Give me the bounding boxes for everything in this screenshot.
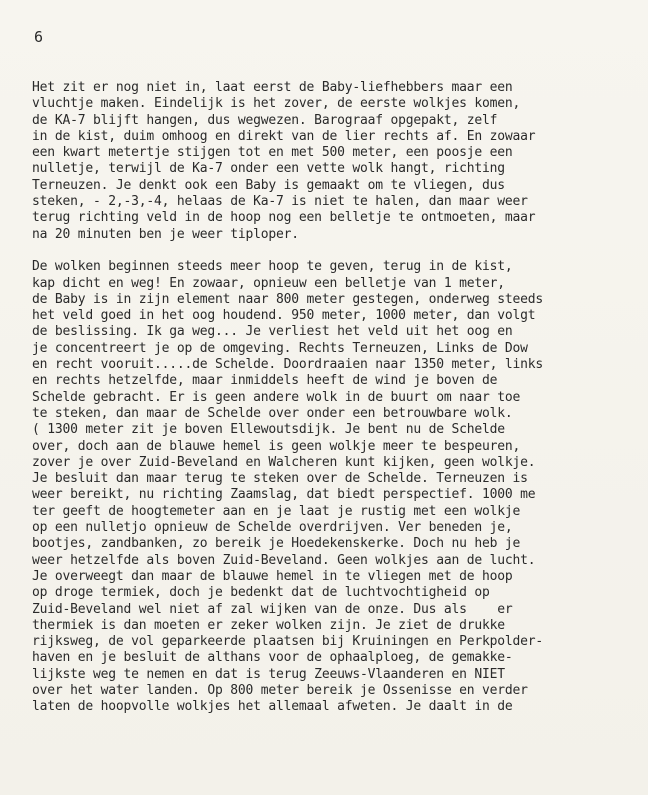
text-line: een kwart metertje stijgen tot en met 500 meter, een poosje een bbox=[32, 145, 513, 161]
text-line: Je besluit dan maar terug te steken over de Schelde. Terneuzen is bbox=[32, 471, 528, 487]
text-line: lijkste weg te nemen en dat is terug Zeeuws-Vlaanderen en NIET bbox=[32, 666, 505, 682]
text-line: na 20 minuten ben je weer tiploper. bbox=[32, 226, 299, 242]
text-line: over het water landen. Op 800 meter bereik je Ossenisse en verder bbox=[32, 682, 528, 698]
text-line: op een nulletjo opnieuw de Schelde overdrijven. Ver beneden je, bbox=[32, 520, 513, 536]
text-line: in de kist, duim omhoog en direkt van de lier rechts af. En zowaar bbox=[32, 128, 536, 144]
paragraph bbox=[32, 80, 642, 243]
text-line: rijksweg, de vol geparkeerde plaatsen bij Kruiningen en Perkpolder- bbox=[32, 634, 543, 650]
text-line: haven en je besluit de althans voor de ophaalploeg, de gemakke- bbox=[32, 650, 513, 666]
text-line: Terneuzen. Je denkt ook een Baby is gemaakt om te vliegen, dus bbox=[32, 177, 505, 193]
text-line: de KA-7 blijft hangen, dus wegwezen. Barograaf opgepakt, zelf bbox=[32, 112, 498, 128]
text-line: je concentreert je op de omgeving. Rechts Terneuzen, Links de Dow bbox=[32, 340, 528, 356]
page-number: 6 bbox=[34, 28, 44, 46]
body-text bbox=[32, 80, 642, 716]
text-line: ter geeft de hoogtemeter aan en je laat je rustig met een wolkje bbox=[32, 503, 521, 519]
text-line: de Baby is in zijn element naar 800 meter gestegen, onderweg steeds bbox=[32, 291, 543, 307]
text-line: steken, - 2,-3,-4, helaas de Ka-7 is niet te halen, dan maar weer bbox=[32, 194, 528, 210]
paragraph-gap bbox=[32, 243, 642, 259]
text-line: kap dicht en weg! En zowaar, opnieuw een belletje van 1 meter, bbox=[32, 275, 505, 291]
text-line: vluchtje maken. Eindelijk is het zover, de eerste wolkjes komen, bbox=[32, 96, 521, 112]
text-line: Je overweegt dan maar de blauwe hemel in te vliegen met de hoop bbox=[32, 568, 513, 584]
text-line: Het zit er nog niet in, laat eerst de Baby-liefhebbers maar een bbox=[32, 80, 513, 95]
text-line: weer hetzelfde als boven Zuid-Beveland. Geen wolkjes aan de lucht. bbox=[32, 552, 536, 568]
text-line: zover je over Zuid-Beveland en Walcheren kunt kijken, geen wolkje. bbox=[32, 454, 536, 470]
text-line: en rechts hetzelfde, maar inmiddels heeft de wind je boven de bbox=[32, 373, 498, 389]
text-line: Zuid-Beveland wel niet af zal wijken van de onze. Dus als er bbox=[32, 601, 513, 617]
text-line: weer bereikt, nu richting Zaamslag, dat biedt perspectief. 1000 me bbox=[32, 487, 536, 503]
text-line: Schelde gebracht. Er is geen andere wolk in de buurt om naar toe bbox=[32, 389, 521, 405]
text-line: over, doch aan de blauwe hemel is geen wolkje meer te bespeuren, bbox=[32, 438, 521, 454]
text-line: te steken, dan maar de Schelde over onder een betrouwbare wolk. bbox=[32, 405, 513, 421]
text-line: thermiek is dan moeten er zeker wolken zijn. Je ziet de drukke bbox=[32, 617, 505, 633]
text-line: de beslissing. Ik ga weg... Je verliest het veld uit het oog en bbox=[32, 324, 513, 340]
paragraph bbox=[32, 259, 642, 715]
text-line: De wolken beginnen steeds meer hoop te geven, terug in de kist, bbox=[32, 259, 513, 275]
text-line: het veld goed in het oog houdend. 950 meter, 1000 meter, dan volgt bbox=[32, 308, 536, 324]
text-line: ( 1300 meter zit je boven Ellewoutsdijk. Je bent nu de Schelde bbox=[32, 422, 505, 438]
text-line: terug richting veld in de hoop nog een belletje te ontmoeten, maar bbox=[32, 210, 536, 226]
text-line: en recht vooruit.....de Schelde. Doordraaien naar 1350 meter, links bbox=[32, 357, 543, 373]
text-line: bootjes, zandbanken, zo bereik je Hoedekenskerke. Doch nu heb je bbox=[32, 536, 521, 552]
text-line: laten de hoopvolle wolkjes het allemaal afweten. Je daalt in de bbox=[32, 699, 513, 715]
text-line: op droge termiek, doch je bedenkt dat de luchtvochtigheid op bbox=[32, 585, 490, 601]
text-line: nulletje, terwijl de Ka-7 onder een vette wolk hangt, richting bbox=[32, 161, 505, 177]
